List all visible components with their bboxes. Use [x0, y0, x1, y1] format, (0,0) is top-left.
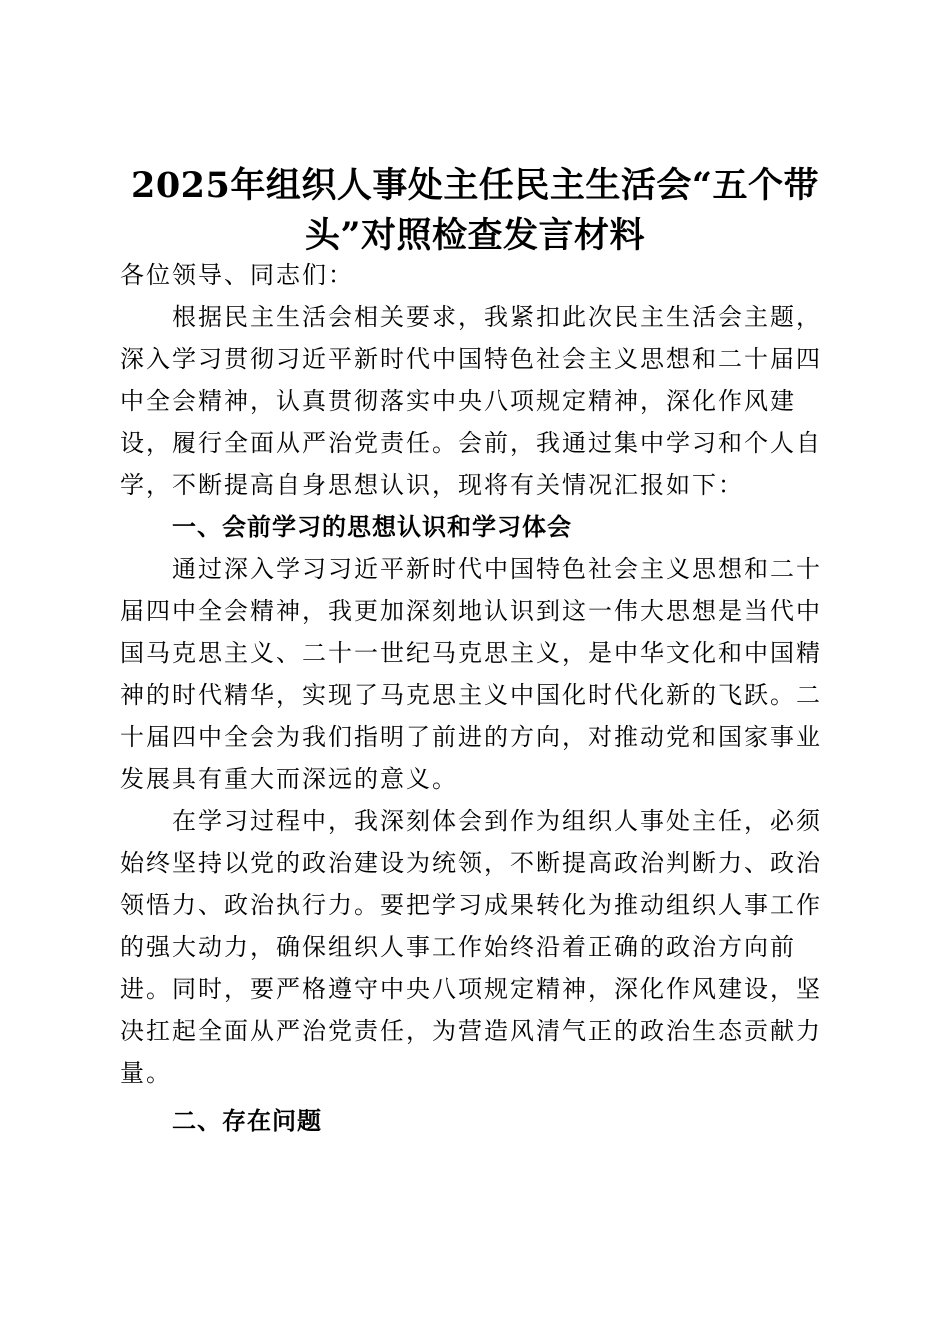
- paragraph-intro: 根据民主生活会相关要求，我紧扣此次民主生活会主题，深入学习贯彻习近平新时代中国特色社会主义思想和二十届四中全会精神，认真贯彻落实中央八项规定精神，深化作风建设，履行全面从严治党责任。会前，我通过集中学习和个人自学，不断提高自身思想认识，现将有关情况汇报如下：: [120, 303, 822, 499]
- document-title-line-2: 头”对照检查发言材料: [304, 215, 646, 257]
- salutation: 各位领导、同志们：: [120, 261, 354, 289]
- section-heading-1: 一、会前学习的思想认识和学习体会: [172, 513, 572, 541]
- document-title-line-1: 2025年组织人事处主任民主生活会“五个带: [130, 165, 820, 207]
- document-body: [120, 254, 832, 1142]
- section-heading-2: 二、存在问题: [172, 1107, 322, 1135]
- document-title: [110, 161, 840, 261]
- paragraph-learning: 通过深入学习习近平新时代中国特色社会主义思想和二十届四中全会精神，我更加深刻地认识到这一伟大思想是当代中国马克思主义、二十一世纪马克思主义，是中华文化和中国精神的时代精华，实现了马克思主义中国化时代化新的飞跃。二十届四中全会为我们指明了前进的方向，对推动党和国家事业发展具有重大而深远的意义。: [120, 555, 822, 793]
- paragraph-reflection: 在学习过程中，我深刻体会到作为组织人事处主任，必须始终坚持以党的政治建设为统领，不断提高政治判断力、政治领悟力、政治执行力。要把学习成果转化为推动组织人事工作的强大动力，确保组织人事工作始终沿着正确的政治方向前进。同时，要严格遵守中央八项规定精神，深化作风建设，坚决扛起全面从严治党责任，为营造风清气正的政治生态贡献力量。: [120, 807, 822, 1087]
